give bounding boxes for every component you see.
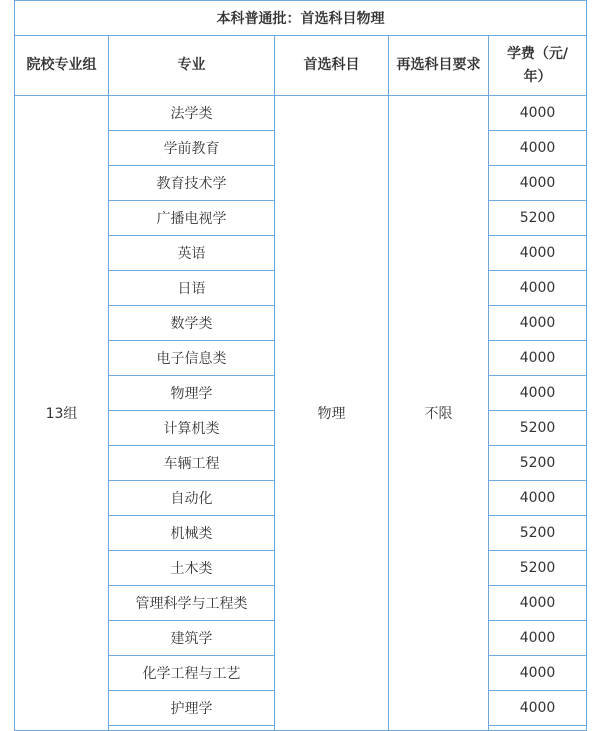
major-cell: 日语 bbox=[109, 271, 275, 306]
major-cell: 土木类 bbox=[109, 551, 275, 586]
fee-cell: 4000 bbox=[489, 271, 587, 306]
fee-cell: 5200 bbox=[489, 516, 587, 551]
major-cell: 护理学 bbox=[109, 691, 275, 726]
fee-cell: 4000 bbox=[489, 656, 587, 691]
major-cell: 化学工程与工艺 bbox=[109, 656, 275, 691]
header-group: 院校专业组 bbox=[15, 36, 109, 96]
major-cell: 电子信息类 bbox=[109, 341, 275, 376]
fee-cell: 5200 bbox=[489, 551, 587, 586]
fee-cell: 4000 bbox=[489, 341, 587, 376]
group-cell: 13组 bbox=[15, 96, 109, 731]
major-cell: 教育技术学 bbox=[109, 166, 275, 201]
major-cell: 管理科学与工程类 bbox=[109, 586, 275, 621]
header-row bbox=[15, 36, 587, 96]
header-major: 专业 bbox=[109, 36, 275, 96]
major-cell-partial bbox=[109, 726, 275, 731]
fee-cell: 5200 bbox=[489, 201, 587, 236]
major-cell: 法学类 bbox=[109, 96, 275, 131]
first-subject-cell: 物理 bbox=[275, 96, 389, 731]
major-cell: 数学类 bbox=[109, 306, 275, 341]
fee-cell: 4000 bbox=[489, 306, 587, 341]
fee-cell-partial bbox=[489, 726, 587, 731]
major-cell: 自动化 bbox=[109, 481, 275, 516]
fee-cell: 4000 bbox=[489, 691, 587, 726]
fee-cell: 4000 bbox=[489, 621, 587, 656]
fee-cell: 4000 bbox=[489, 586, 587, 621]
header-first-subject: 首选科目 bbox=[275, 36, 389, 96]
major-cell: 英语 bbox=[109, 236, 275, 271]
table-title-row bbox=[15, 1, 587, 36]
table-row bbox=[15, 96, 587, 131]
major-cell: 物理学 bbox=[109, 376, 275, 411]
major-cell: 学前教育 bbox=[109, 131, 275, 166]
major-cell: 计算机类 bbox=[109, 411, 275, 446]
reselect-cell: 不限 bbox=[389, 96, 489, 731]
fee-cell: 5200 bbox=[489, 446, 587, 481]
major-cell: 车辆工程 bbox=[109, 446, 275, 481]
fee-cell: 4000 bbox=[489, 376, 587, 411]
fee-cell: 4000 bbox=[489, 96, 587, 131]
table-title: 本科普通批：首选科目物理 bbox=[15, 1, 587, 36]
major-cell: 建筑学 bbox=[109, 621, 275, 656]
fee-cell: 5200 bbox=[489, 411, 587, 446]
header-reselect: 再选科目要求 bbox=[389, 36, 489, 96]
fee-cell: 4000 bbox=[489, 481, 587, 516]
fee-cell: 4000 bbox=[489, 131, 587, 166]
fee-cell: 4000 bbox=[489, 166, 587, 201]
major-cell: 机械类 bbox=[109, 516, 275, 551]
fee-cell: 4000 bbox=[489, 236, 587, 271]
admission-table bbox=[14, 0, 587, 731]
major-cell: 广播电视学 bbox=[109, 201, 275, 236]
header-fee: 学费（元/年） bbox=[489, 36, 587, 96]
